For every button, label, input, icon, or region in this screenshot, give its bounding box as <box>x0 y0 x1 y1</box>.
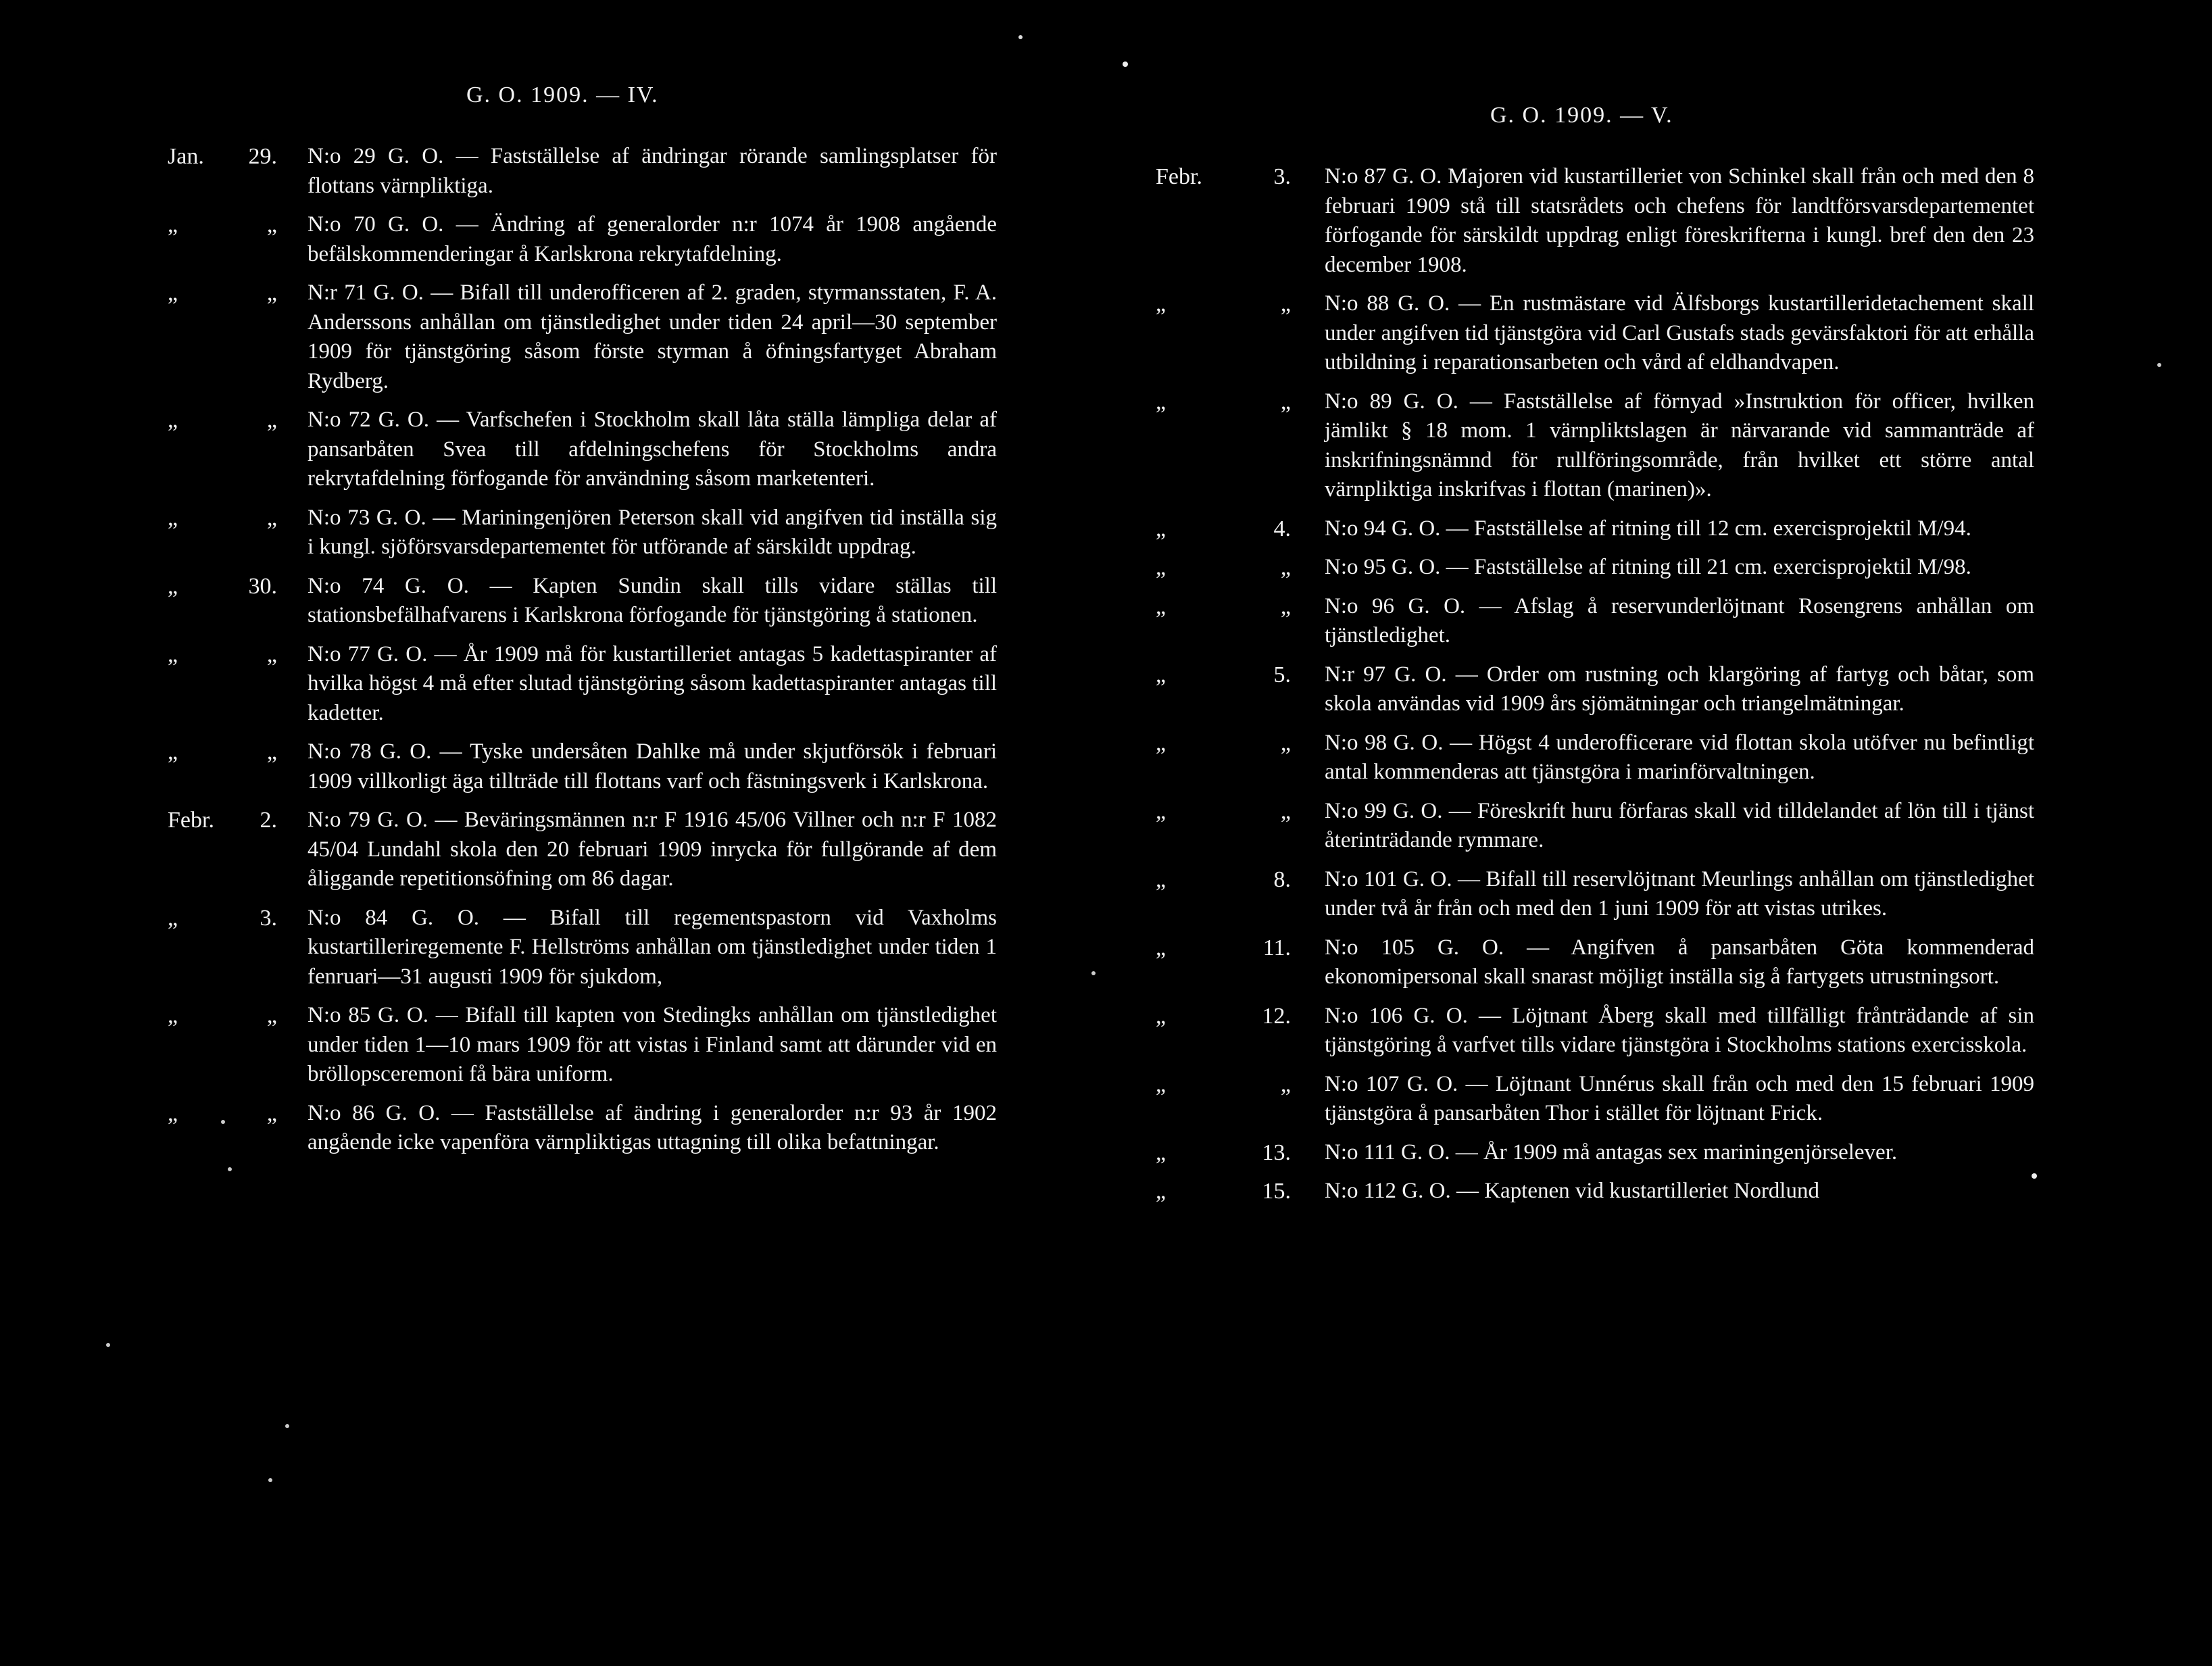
entry-month: „ <box>1156 516 1166 541</box>
entry-text: N:o 106 G. O. — Löjtnant Åberg skall med tillfälligt frånträdande af sin tjänstgöring å varfvet tills vidare tjänstgöra i Stockholms stations exercisskola. <box>1325 1003 2034 1057</box>
list-item <box>168 210 1014 269</box>
entry-day: „ <box>266 641 277 667</box>
entry-day: „ <box>1280 798 1291 824</box>
entry-month: Febr. <box>1156 164 1202 189</box>
list-item <box>1156 514 2034 544</box>
entry-text: N:o 86 G. O. — Fastställelse af ändring i generalorder n:r 93 år 1902 angående icke vapenföra värnpliktigas uttagning till olika befattningar. <box>308 1100 997 1154</box>
entry-text: N:o 87 G. O. Majoren vid kustartilleriet von Schinkel skall från och med den 8 februari 1909 stå till statsrådets och chefens för landtförsvarsdepartementet förfogande för särskildt uppdrag enligt föreskrifterna i kungl. bref den den 23 december 1908. <box>1325 164 2034 277</box>
entry-text: N:o 29 G. O. — Fastställelse af ändringar rörande samlingsplatser för flottans värnpliktiga. <box>308 144 997 198</box>
entry-text: N:o 79 G. O. — Beväringsmännen n:r F 1916 45/06 Villner och n:r F 1082 45/04 Lundahl skola den 20 februari 1909 inrycka för fullgörande af dem åliggande repetitionsöfning om 86 dagar. <box>308 808 997 891</box>
entry-month: „ <box>168 1003 178 1028</box>
entry-month: „ <box>168 905 178 931</box>
entry-text: N:r 71 G. O. — Bifall till underofficeren af 2. graden, styrmansstaten, F. A. Anderssons anhållan om tjänstledighet under tiden 24 april—30 september 1909 för tjänstgöring såsom förste styrman å öfningsfartyget Abraham Rydberg. <box>308 280 997 393</box>
entry-day: „ <box>266 1100 277 1126</box>
entry-day: „ <box>1280 291 1291 316</box>
list-item <box>168 572 1014 631</box>
entry-month: „ <box>168 573 178 599</box>
entry-text: N:o 107 G. O. — Löjtnant Unnérus skall från och med den 15 februari 1909 tjänstgöra å pansarbåten Thor i stället för löjtnant Frick. <box>1325 1071 2034 1125</box>
entry-day: „ <box>266 1003 277 1028</box>
entry-day: 4. <box>1273 516 1291 541</box>
entry-text: N:r 97 G. O. — Order om rustning och klargöring af fartyg och båtar, som skola användas vid 1909 års sjömätningar och triangelmätningar. <box>1325 662 2034 716</box>
entry-text: N:o 88 G. O. — En rustmästare vid Älfsborgs kustartilleridetachement skall under angifven tid tjänstgöra vid Carl Gustafs stads gevärsfaktori för att erhålla utbildning i reparationsarbeten och vård af eldhandvapen. <box>1325 291 2034 374</box>
entry-month: „ <box>1156 1003 1166 1029</box>
entry-text: N:o 111 G. O. — År 1909 må antagas sex mariningenjörselever. <box>1325 1140 1898 1165</box>
entry-month: Jan. <box>168 144 204 169</box>
list-item <box>168 640 1014 729</box>
entry-month: „ <box>1156 662 1166 687</box>
entry-text: N:o 95 G. O. — Fastställelse af ritning till 21 cm. exercisprojektil M/98. <box>1325 555 1971 579</box>
entry-text: N:o 96 G. O. — Afslag å reservunderlöjtnant Rosengrens anhållan om tjänstledighet. <box>1325 593 2034 647</box>
entry-month: „ <box>168 739 178 764</box>
entry-day: 3. <box>1273 164 1291 189</box>
entry-day: 30. <box>248 573 277 599</box>
entry-text: N:o 77 G. O. — År 1909 må för kustartilleriet antagas 5 kadettaspiranter af hvilka högst 4 må efter slutad tjänstgöring såsom kadettaspiranter antagas till kadetter. <box>308 641 997 725</box>
entry-list <box>168 142 1014 1167</box>
page-header: G. O. 1909. — IV. <box>466 82 659 107</box>
entry-month: „ <box>168 212 178 237</box>
entry-text: N:o 84 G. O. — Bifall till regementspastorn vid Vaxholms kustartilleriregemente F. Hellströms anhållan om tjänstledighet under tiden 1 fenruari—31 augusti 1909 för sjukdom, <box>308 905 997 989</box>
entry-day: „ <box>266 505 277 531</box>
entry-day: 12. <box>1262 1003 1291 1029</box>
entry-day: „ <box>1280 555 1291 580</box>
list-item <box>1156 289 2034 378</box>
entry-month: „ <box>1156 1071 1166 1097</box>
list-item <box>1156 865 2034 924</box>
entry-day: „ <box>1280 1071 1291 1097</box>
entry-day: „ <box>266 212 277 237</box>
list-item <box>1156 553 2034 583</box>
list-item <box>168 142 1014 201</box>
list-item <box>168 1099 1014 1158</box>
entry-text: N:o 99 G. O. — Föreskrift huru förfaras skall vid tilldelandet af lön till i tjänst återinträdande rymmare. <box>1325 798 2034 852</box>
entry-text: N:o 74 G. O. — Kapten Sundin skall tills vidare ställas till stationsbefälhafvarens i Karlskrona förfogande för tjänstgöring å stationen. <box>308 573 997 627</box>
entry-month: „ <box>1156 1179 1166 1204</box>
entry-day: „ <box>1280 593 1291 619</box>
entry-day: 3. <box>260 905 277 931</box>
list-item <box>168 504 1014 562</box>
entry-day: „ <box>266 280 277 305</box>
list-item <box>1156 1070 2034 1129</box>
list-item <box>168 278 1014 396</box>
list-item <box>1156 729 2034 787</box>
list-item <box>168 406 1014 494</box>
entry-month: „ <box>1156 1140 1166 1165</box>
entry-day: 2. <box>260 808 277 833</box>
entry-month: „ <box>1156 291 1166 316</box>
entry-text: N:o 70 G. O. — Ändring af generalorder n:r 1074 år 1908 angående befälskommenderingar å Karlskrona rekrytafdelning. <box>308 212 997 266</box>
entry-day: 8. <box>1273 866 1291 892</box>
list-item <box>1156 933 2034 992</box>
entry-month: „ <box>1156 555 1166 580</box>
entry-day: 13. <box>1262 1140 1291 1165</box>
entry-text: N:o 101 G. O. — Bifall till reservlöjtnant Meurlings anhållan om tjänstledighet under två år från och med den 1 juni 1909 för att vistas utrikes. <box>1325 866 2034 921</box>
entry-month: „ <box>168 280 178 305</box>
entry-month: Febr. <box>168 808 214 833</box>
list-item <box>1156 660 2034 719</box>
entry-month: „ <box>168 1100 178 1126</box>
entry-month: „ <box>1156 866 1166 892</box>
entry-text: N:o 98 G. O. — Högst 4 underofficerare vid flottan skola utöfver nu befintligt antal kommenderas att tjänstgöra i marinförvaltningen. <box>1325 730 2034 784</box>
list-item <box>168 737 1014 796</box>
entry-day: „ <box>1280 389 1291 414</box>
entry-text: N:o 78 G. O. — Tyske undersåten Dahlke må under skjutförsök i februari 1909 villkorligt äga tillträde till flottans varf och fästningsverk i Karlskrona. <box>308 739 997 793</box>
entry-day: 11. <box>1262 935 1291 960</box>
list-item <box>1156 1002 2034 1060</box>
entry-month: „ <box>168 505 178 531</box>
entry-text: N:o 112 G. O. — Kaptenen vid kustartilleriet Nordlund <box>1325 1179 1819 1203</box>
entry-month: „ <box>1156 730 1166 756</box>
entry-day: 5. <box>1273 662 1291 687</box>
entry-month: „ <box>168 408 178 433</box>
entry-month: „ <box>1156 798 1166 824</box>
list-item <box>1156 387 2034 505</box>
entry-month: „ <box>1156 389 1166 414</box>
list-item <box>1156 1177 2034 1206</box>
entry-text: N:o 85 G. O. — Bifall till kapten von Stedingks anhållan om tjänstledighet under tiden 1—10 mars 1909 för att vistas i Finland samt att därunder vid en bröllopsceremoni få bära uniform. <box>308 1003 997 1086</box>
entry-text: N:o 72 G. O. — Varfschefen i Stockholm skall låta ställa lämpliga delar af pansarbåten Svea till afdelningschefens för Stockholms andra rekrytafdelning förfogande för användning såsom marketenteri. <box>308 408 997 491</box>
entry-text: N:o 73 G. O. — Mariningenjören Peterson skall vid angifven tid inställa sig i kungl. sjöförsvarsdepartementet för utförande af särskildt uppdrag. <box>308 505 997 559</box>
entry-day: „ <box>266 408 277 433</box>
entry-month: „ <box>1156 593 1166 619</box>
entry-text: N:o 89 G. O. — Fastställelse af förnyad »Instruktion för officer, hvilken jämlikt § 18 mom. 1 värnpliktslagen är närvarande vid sammanträde af inskrifningsnämnd för rullföringsområde, från hvilket ett större antal värnpliktiga inskrifvas i flottan (marinen)». <box>1325 389 2034 501</box>
page-header: G. O. 1909. — V. <box>1490 103 1673 128</box>
list-item <box>1156 592 2034 651</box>
entry-day: 29. <box>248 144 277 169</box>
entry-day: „ <box>1280 730 1291 756</box>
list-item <box>168 806 1014 894</box>
list-item <box>1156 1138 2034 1168</box>
entry-month: „ <box>1156 935 1166 960</box>
list-item <box>1156 162 2034 280</box>
list-item <box>1156 797 2034 856</box>
entry-text: N:o 94 G. O. — Fastställelse af ritning till 12 cm. exercisprojektil M/94. <box>1325 516 1971 541</box>
list-item <box>168 1001 1014 1089</box>
list-item <box>168 904 1014 992</box>
entry-month: „ <box>168 641 178 667</box>
entry-list <box>1156 162 2034 1216</box>
entry-day: „ <box>266 739 277 764</box>
entry-text: N:o 105 G. O. — Angifven å pansarbåten Göta kommenderad ekonomipersonal skall snarast möjligt inställa sig å fartygets utrustningsort. <box>1325 935 2034 989</box>
entry-day: 15. <box>1262 1179 1291 1204</box>
